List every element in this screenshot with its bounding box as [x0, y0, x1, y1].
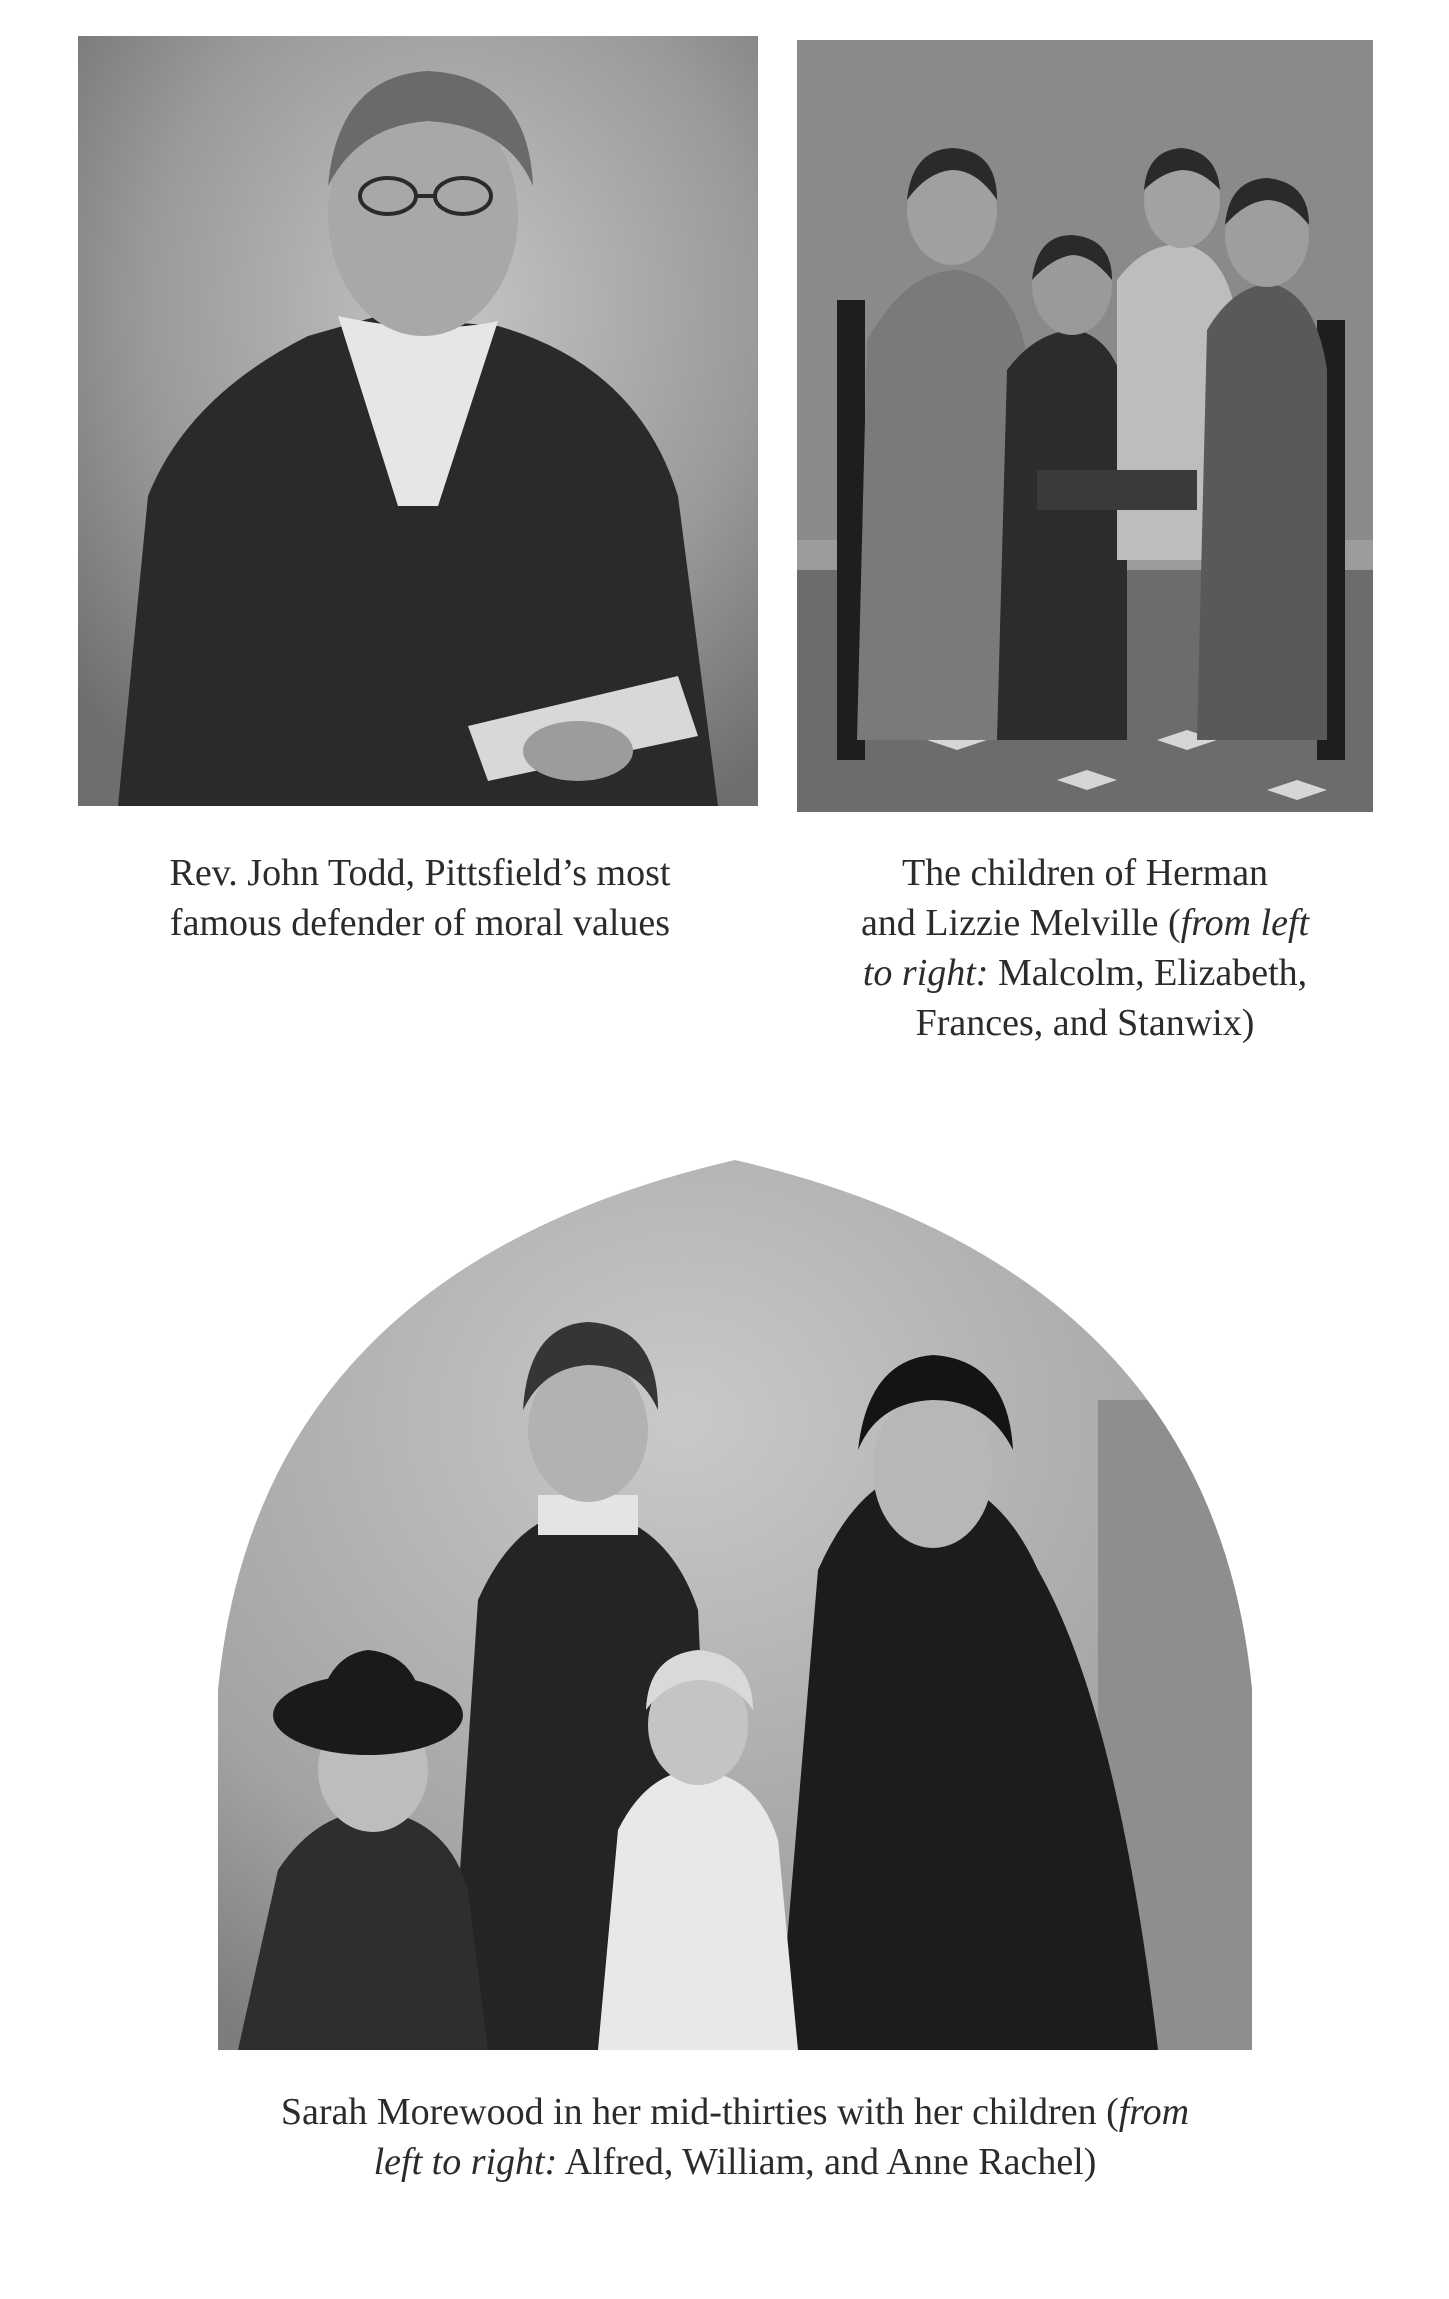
caption-text: Malcolm, Elizabeth,: [988, 952, 1308, 994]
portrait-engraving-icon: [78, 36, 758, 806]
caption-line: famous defender of moral values: [169, 902, 671, 944]
caption-text: Alfred, William, and Anne Rachel): [557, 2141, 1097, 2183]
caption-line: Frances, and Stanwix): [915, 1002, 1255, 1044]
caption-line: [180, 2137, 1290, 2187]
caption-italic: from left: [1180, 902, 1310, 944]
group-photo-icon: [797, 40, 1373, 812]
photo-sarah-morewood-family: [218, 1150, 1252, 2050]
caption-italic: left to right:: [373, 2141, 558, 2183]
caption-text: and Lizzie Melville (: [860, 902, 1181, 944]
caption-melville-children: [780, 848, 1390, 1048]
caption-line: [180, 2087, 1290, 2137]
caption-line: Rev. John Todd, Pittsfield’s most: [169, 852, 671, 894]
photo-melville-children: [797, 40, 1373, 812]
portrait-john-todd: [78, 36, 758, 806]
caption-line: [780, 948, 1390, 998]
caption-line: The children of Herman: [901, 852, 1269, 894]
arched-family-photo-icon: [218, 1150, 1252, 2050]
caption-sarah-morewood: [180, 2087, 1290, 2187]
caption-italic: from: [1118, 2091, 1190, 2133]
caption-line: [780, 898, 1390, 948]
caption-text: Sarah Morewood in her mid-thirties with her children (: [280, 2091, 1119, 2133]
caption-john-todd: [70, 848, 770, 948]
caption-italic: to right:: [862, 952, 989, 994]
